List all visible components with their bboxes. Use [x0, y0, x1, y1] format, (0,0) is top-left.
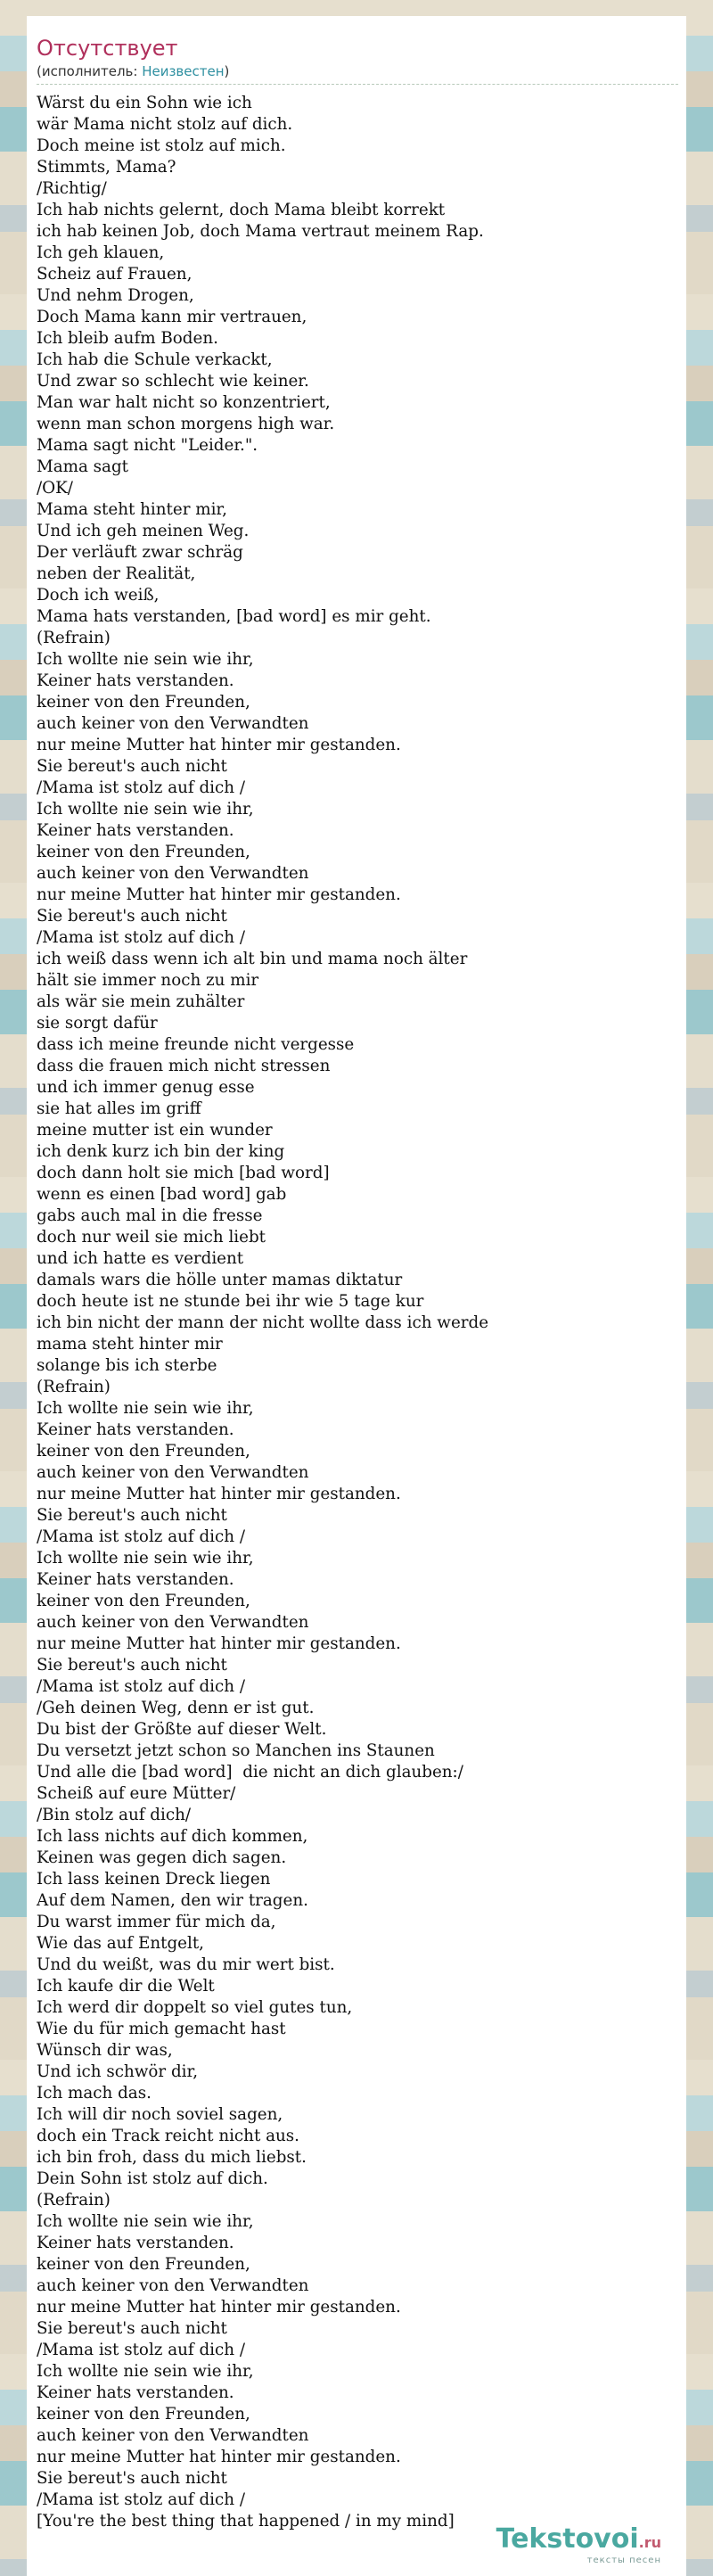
lyric-line: Keiner hats verstanden. — [37, 1570, 234, 1589]
lyric-line: Keiner hats verstanden. — [37, 671, 234, 690]
lyric-line: keiner von den Freunden, — [37, 843, 250, 861]
lyric-line: Sie bereut's auch nicht — [37, 1506, 227, 1525]
lyric-line: /Mama ist stolz auf dich / — [37, 2490, 246, 2509]
lyric-line: Doch ich weiß, — [37, 586, 160, 605]
lyric-line: dass ich meine freunde nicht vergesse — [37, 1035, 355, 1054]
lyric-line: /Mama ist stolz auf dich / — [37, 778, 246, 797]
lyric-line: Ich wollte nie sein wie ihr, — [37, 800, 254, 819]
lyric-line: Ich wollte nie sein wie ihr, — [37, 1399, 254, 1418]
lyric-line: wenn es einen [bad word] gab — [37, 1185, 287, 1204]
lyric-line: Mama hats verstanden, [bad word] es mir geht. — [37, 607, 431, 626]
lyric-line: Und nehm Drogen, — [37, 286, 194, 305]
lyric-line: Ich werd dir doppelt so viel gutes tun, — [37, 1998, 353, 2017]
song-title: Отсутствует — [37, 36, 178, 61]
lyric-line: Wie das auf Entgelt, — [37, 1934, 204, 1953]
lyric-line: Ich hab nichts gelernt, doch Mama bleibt korrekt — [37, 201, 446, 219]
lyric-line: Auf dem Namen, den wir tragen. — [37, 1891, 308, 1910]
lyric-line: auch keiner von den Verwandten — [37, 2276, 309, 2295]
lyric-line: Stimmts, Mama? — [37, 158, 176, 177]
lyric-line: Keinen was gegen dich sagen. — [37, 1848, 287, 1867]
lyric-line: Sie bereut's auch nicht — [37, 757, 227, 776]
lyric-line: neben der Realität, — [37, 564, 196, 583]
lyric-line: Mama sagt — [37, 457, 128, 476]
lyric-line: Mama steht hinter mir, — [37, 500, 227, 519]
lyric-line: auch keiner von den Verwandten — [37, 714, 309, 733]
lyric-line: Man war halt nicht so konzentriert, — [37, 393, 331, 412]
lyric-line: ich bin froh, dass du mich liebst. — [37, 2148, 307, 2167]
lyric-line: Der verläuft zwar schräg — [37, 543, 243, 562]
lyric-line: Ich wollte nie sein wie ihr, — [37, 650, 254, 669]
lyric-line: Du bist der Größte auf dieser Welt. — [37, 1720, 327, 1739]
logo-wordmark — [496, 2525, 661, 2557]
lyric-line: wenn man schon morgens high war. — [37, 415, 335, 433]
lyric-line: nur meine Mutter hat hinter mir gestanden. — [37, 2298, 401, 2317]
lyric-line: Scheiz auf Frauen, — [37, 265, 193, 284]
lyric-line: Wie du für mich gemacht hast — [37, 2020, 286, 2038]
lyric-line: auch keiner von den Verwandten — [37, 2426, 309, 2445]
lyric-line: Und ich geh meinen Weg. — [37, 522, 250, 540]
lyric-line: Und ich schwör dir, — [37, 2062, 199, 2081]
lyric-line: Du versetzt jetzt schon so Manchen ins Staunen — [37, 1741, 435, 1760]
performer-link[interactable]: Неизвестен — [142, 63, 225, 79]
lyric-line: keiner von den Freunden, — [37, 2255, 250, 2274]
lyric-line: [You're the best thing that happened / in my mind] — [37, 2512, 455, 2531]
lyric-line: ich hab keinen Job, doch Mama vertraut meinem Rap. — [37, 222, 484, 241]
lyric-line: nur meine Mutter hat hinter mir gestanden. — [37, 2448, 401, 2466]
lyric-line: Sie bereut's auch nicht — [37, 2469, 227, 2488]
lyric-line: Ich mach das. — [37, 2084, 152, 2103]
lyric-line: Ich wollte nie sein wie ihr, — [37, 2362, 254, 2381]
lyric-line: ich denk kurz ich bin der king — [37, 1142, 285, 1161]
lyric-line: Dein Sohn ist stolz auf dich. — [37, 2169, 268, 2188]
lyric-line: und ich immer genug esse — [37, 1078, 255, 1097]
lyric-line: Du warst immer für mich da, — [37, 1913, 276, 1931]
lyric-line: Ich bleib aufm Boden. — [37, 329, 218, 348]
lyric-line: keiner von den Freunden, — [37, 2405, 250, 2424]
lyric-line: gabs auch mal in die fresse — [37, 1206, 263, 1225]
lyric-line: Keiner hats verstanden. — [37, 2383, 234, 2402]
lyric-line: auch keiner von den Verwandten — [37, 1463, 309, 1482]
lyric-line: auch keiner von den Verwandten — [37, 864, 309, 883]
lyric-line: Und du weißt, was du mir wert bist. — [37, 1955, 335, 1974]
lyric-line: (Refrain) — [37, 1378, 111, 1396]
lyric-line: /Mama ist stolz auf dich / — [37, 1527, 246, 1546]
lyric-line: (Refrain) — [37, 2191, 111, 2210]
lyric-line: sie sorgt dafür — [37, 1014, 158, 1033]
lyric-line: Ich wollte nie sein wie ihr, — [37, 2212, 254, 2231]
lyric-line: nur meine Mutter hat hinter mir gestanden. — [37, 885, 401, 904]
lyric-line: und ich hatte es verdient — [37, 1249, 244, 1268]
lyric-line: Ich lass keinen Dreck liegen — [37, 1870, 271, 1889]
lyric-line: Scheiß auf eure Mütter/ — [37, 1784, 236, 1803]
logo-tagline: тексты песен — [586, 2555, 661, 2565]
lyric-line: mama steht hinter mir — [37, 1335, 223, 1354]
lyric-line: Ich kaufe dir die Welt — [37, 1977, 215, 1996]
lyric-line: dass die frauen mich nicht stressen — [37, 1057, 331, 1075]
lyric-line: auch keiner von den Verwandten — [37, 1613, 309, 1632]
lyric-line: nur meine Mutter hat hinter mir gestanden. — [37, 1485, 401, 1503]
performer-line — [37, 62, 678, 85]
lyric-line: als wär sie mein zuhälter — [37, 992, 245, 1011]
lyric-line: meine mutter ist ein wunder — [37, 1121, 273, 1140]
lyric-line: Mama sagt nicht "Leider.". — [37, 436, 258, 455]
logo-name: Tekstovoi — [496, 2523, 639, 2555]
lyrics-card — [27, 16, 686, 2576]
lyric-line: Wärst du ein Sohn wie ich — [37, 94, 252, 112]
lyric-line: /Mama ist stolz auf dich / — [37, 928, 246, 947]
lyric-line: /Geh deinen Weg, denn er ist gut. — [37, 1699, 315, 1717]
lyric-line: Wünsch dir was, — [37, 2041, 173, 2060]
lyric-line: Sie bereut's auch nicht — [37, 907, 227, 926]
lyric-line: /Mama ist stolz auf dich / — [37, 1677, 246, 1696]
lyric-line: Ich lass nichts auf dich kommen, — [37, 1827, 308, 1846]
logo-tld: .ru — [638, 2534, 661, 2551]
lyric-line: /Mama ist stolz auf dich / — [37, 2341, 246, 2359]
lyric-line: keiner von den Freunden, — [37, 1442, 250, 1461]
lyric-line: Und alle die [bad word] die nicht an dich glauben:/ — [37, 1763, 463, 1782]
lyric-line: wär Mama nicht stolz auf dich. — [37, 115, 293, 134]
lyric-line: (Refrain) — [37, 629, 111, 647]
lyric-line: keiner von den Freunden, — [37, 693, 250, 712]
lyric-line: solange bis ich sterbe — [37, 1356, 217, 1375]
lyric-line: Ich geh klauen, — [37, 243, 165, 262]
lyric-line: /OK/ — [37, 479, 73, 498]
lyric-line: /Bin stolz auf dich/ — [37, 1806, 192, 1824]
lyric-line: doch nur weil sie mich liebt — [37, 1228, 266, 1247]
lyric-line: Keiner hats verstanden. — [37, 1420, 234, 1439]
lyric-line: nur meine Mutter hat hinter mir gestanden. — [37, 1634, 401, 1653]
lyric-line: sie hat alles im griff — [37, 1099, 201, 1118]
lyric-line: hält sie immer noch zu mir — [37, 971, 259, 990]
lyrics-text — [37, 93, 668, 2532]
lyric-line: doch ein Track reicht nicht aus. — [37, 2127, 299, 2145]
lyric-line: /Richtig/ — [37, 179, 107, 198]
lyric-line: Ich hab die Schule verkackt, — [37, 350, 273, 369]
lyric-line: nur meine Mutter hat hinter mir gestanden. — [37, 736, 401, 754]
lyric-line: ich weiß dass wenn ich alt bin und mama noch älter — [37, 950, 468, 968]
lyric-line: Keiner hats verstanden. — [37, 821, 234, 840]
lyric-line: doch heute ist ne stunde bei ihr wie 5 tage kur — [37, 1292, 424, 1311]
lyric-line: doch dann holt sie mich [bad word] — [37, 1164, 330, 1182]
lyric-line: Und zwar so schlecht wie keiner. — [37, 372, 309, 391]
lyric-line: Doch meine ist stolz auf mich. — [37, 136, 286, 155]
lyric-line: Keiner hats verstanden. — [37, 2234, 234, 2252]
lyric-line: Doch Mama kann mir vertrauen, — [37, 308, 307, 326]
lyric-line: keiner von den Freunden, — [37, 1592, 250, 1610]
performer-suffix: ) — [224, 63, 230, 79]
lyric-line: ich bin nicht der mann der nicht wollte dass ich werde — [37, 1313, 489, 1332]
lyric-line: Ich wollte nie sein wie ihr, — [37, 1549, 254, 1568]
lyric-line: Sie bereut's auch nicht — [37, 2319, 227, 2338]
lyric-line: Ich will dir noch soviel sagen, — [37, 2105, 283, 2124]
lyric-line: damals wars die hölle unter mamas diktatur — [37, 1271, 403, 1289]
lyric-line: Sie bereut's auch nicht — [37, 1656, 227, 1675]
site-logo[interactable] — [496, 2525, 661, 2565]
performer-prefix: (исполнитель: — [37, 63, 143, 79]
